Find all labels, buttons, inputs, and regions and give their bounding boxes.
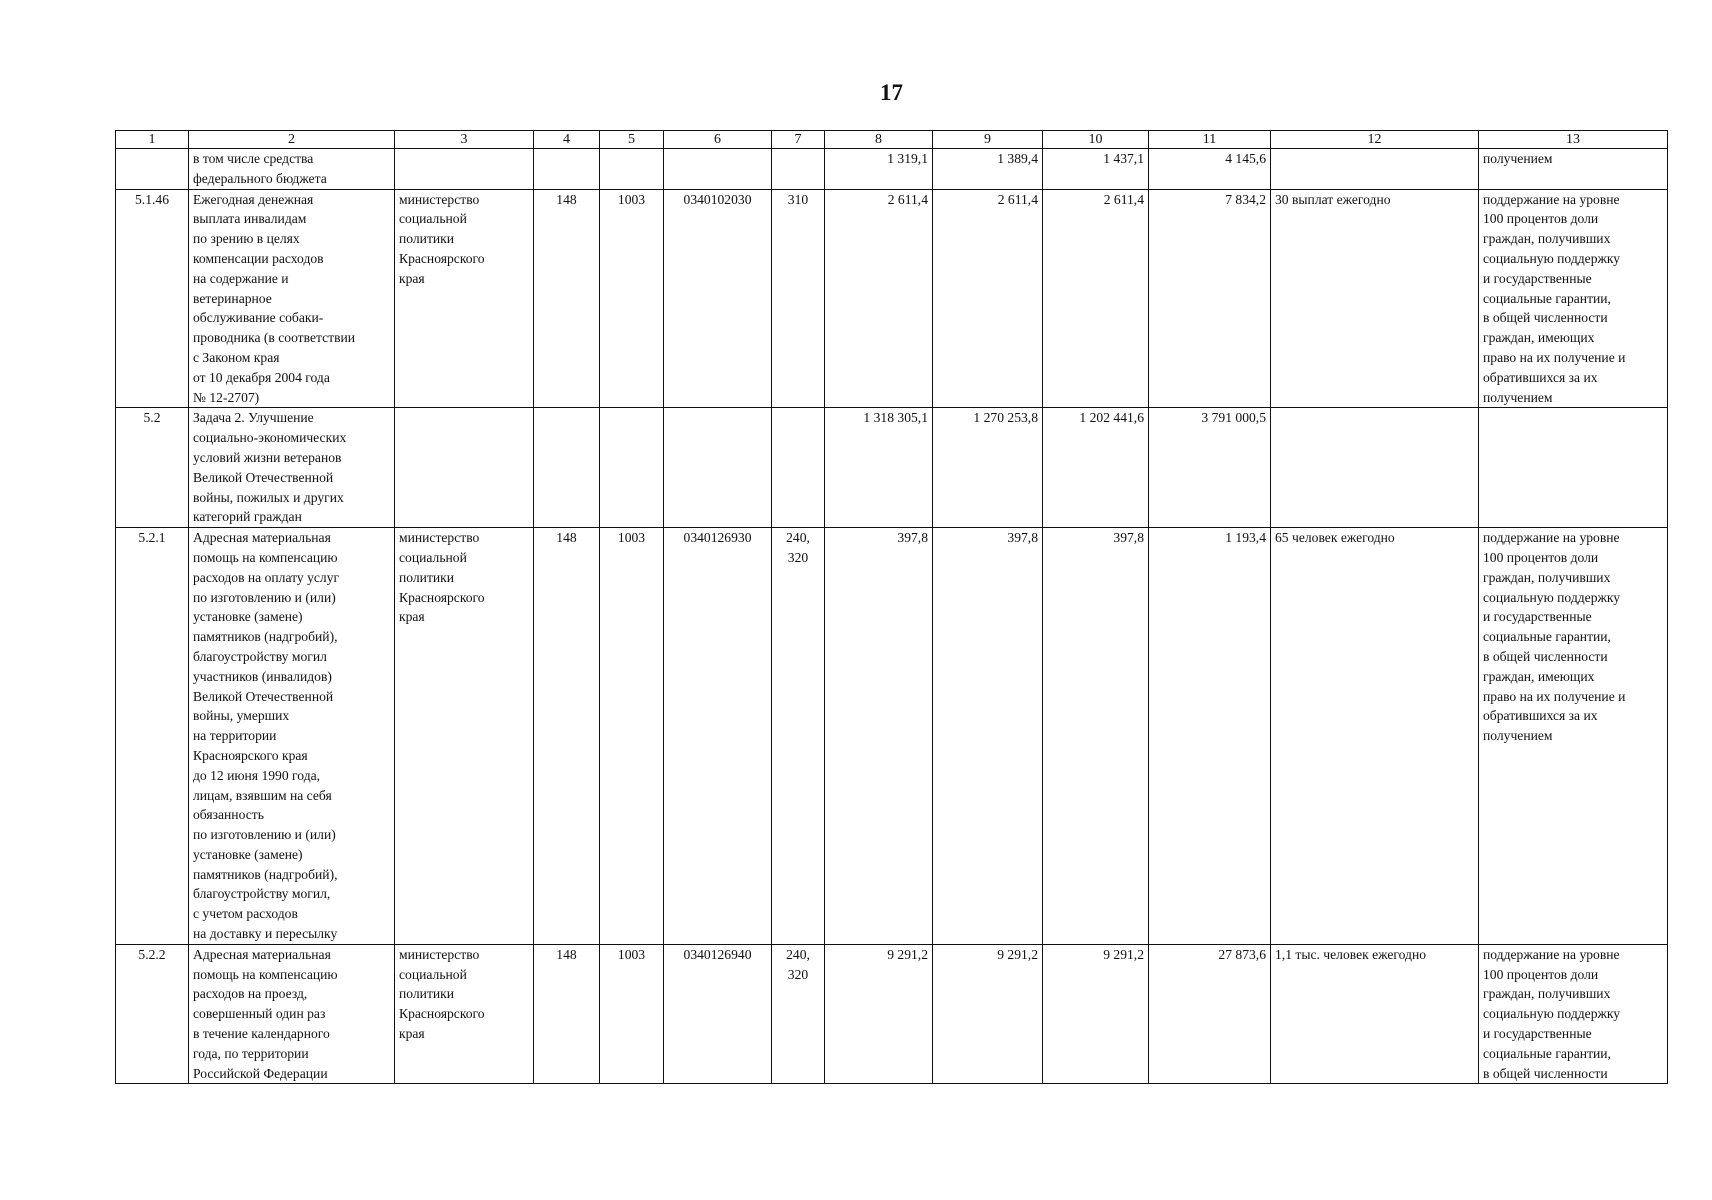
program-table <box>115 130 1668 1084</box>
year2-amount-cell: 1 389,4 <box>933 149 1043 190</box>
measure-name-cell: Задача 2. Улучшение социально-экономических условий жизни ветеранов Великой Отечественной войны, пожилых и других категорий граждан <box>189 408 395 528</box>
table-row <box>116 189 1668 408</box>
total-amount-cell: 1 193,4 <box>1149 528 1271 945</box>
column-number-cell: 1 <box>116 131 189 149</box>
year3-amount-cell: 1 202 441,6 <box>1043 408 1149 528</box>
column-number-cell: 2 <box>189 131 395 149</box>
column-number-cell: 9 <box>933 131 1043 149</box>
header-row <box>116 131 1668 149</box>
year1-amount-cell: 1 318 305,1 <box>825 408 933 528</box>
column-number-cell: 7 <box>772 131 825 149</box>
row-number-cell: 5.2.2 <box>116 944 189 1084</box>
year3-amount-cell: 1 437,1 <box>1043 149 1149 190</box>
indicator-cell <box>1479 408 1668 528</box>
year1-amount-cell: 397,8 <box>825 528 933 945</box>
code-target-cell: 0340126940 <box>664 944 772 1084</box>
code-expense-type-cell: 240, 320 <box>772 944 825 1084</box>
code-grbs-cell <box>534 408 600 528</box>
code-grbs-cell: 148 <box>534 528 600 945</box>
indicator-cell: получением <box>1479 149 1668 190</box>
year2-amount-cell: 1 270 253,8 <box>933 408 1043 528</box>
year1-amount-cell: 9 291,2 <box>825 944 933 1084</box>
executor-cell: министерство социальной политики Красноярского края <box>395 189 534 408</box>
expected-result-cell: 65 человек ежегодно <box>1271 528 1479 945</box>
year2-amount-cell: 9 291,2 <box>933 944 1043 1084</box>
executor-cell: министерство социальной политики Красноярского края <box>395 528 534 945</box>
row-number-cell: 5.2 <box>116 408 189 528</box>
column-number-cell: 13 <box>1479 131 1668 149</box>
total-amount-cell: 27 873,6 <box>1149 944 1271 1084</box>
column-number-cell: 3 <box>395 131 534 149</box>
year1-amount-cell: 1 319,1 <box>825 149 933 190</box>
year1-amount-cell: 2 611,4 <box>825 189 933 408</box>
table-body <box>116 149 1668 1084</box>
total-amount-cell: 7 834,2 <box>1149 189 1271 408</box>
code-target-cell: 0340102030 <box>664 189 772 408</box>
table-row <box>116 528 1668 945</box>
table-row <box>116 149 1668 190</box>
code-expense-type-cell: 310 <box>772 189 825 408</box>
row-number-cell <box>116 149 189 190</box>
table-row <box>116 408 1668 528</box>
year3-amount-cell: 397,8 <box>1043 528 1149 945</box>
code-target-cell <box>664 408 772 528</box>
code-section-cell: 1003 <box>600 944 664 1084</box>
total-amount-cell: 3 791 000,5 <box>1149 408 1271 528</box>
executor-cell <box>395 149 534 190</box>
code-grbs-cell <box>534 149 600 190</box>
year2-amount-cell: 2 611,4 <box>933 189 1043 408</box>
code-section-cell: 1003 <box>600 528 664 945</box>
column-number-header <box>116 131 1668 149</box>
code-section-cell <box>600 408 664 528</box>
measure-name-cell: Ежегодная денежная выплата инвалидам по зрению в целях компенсации расходов на содержание и ветеринарное обслуживание собаки- проводника (в соответствии с Законом края от 10 декабря 2004 года № 12-2707) <box>189 189 395 408</box>
total-amount-cell: 4 145,6 <box>1149 149 1271 190</box>
indicator-cell: поддержание на уровне 100 процентов доли граждан, получивших социальную поддержку и государственные социальные гарантии, в общей численности <box>1479 944 1668 1084</box>
column-number-cell: 4 <box>534 131 600 149</box>
year2-amount-cell: 397,8 <box>933 528 1043 945</box>
code-expense-type-cell <box>772 408 825 528</box>
column-number-cell: 10 <box>1043 131 1149 149</box>
code-grbs-cell: 148 <box>534 189 600 408</box>
row-number-cell: 5.1.46 <box>116 189 189 408</box>
code-expense-type-cell: 240, 320 <box>772 528 825 945</box>
expected-result-cell <box>1271 408 1479 528</box>
column-number-cell: 6 <box>664 131 772 149</box>
indicator-cell: поддержание на уровне 100 процентов доли граждан, получивших социальную поддержку и государственные социальные гарантии, в общей численности граждан, имеющих право на их получение и обратившихся за их получением <box>1479 189 1668 408</box>
year3-amount-cell: 2 611,4 <box>1043 189 1149 408</box>
page-number: 17 <box>880 80 903 105</box>
column-number-cell: 5 <box>600 131 664 149</box>
table-row <box>116 944 1668 1084</box>
expected-result-cell <box>1271 149 1479 190</box>
expected-result-cell: 30 выплат ежегодно <box>1271 189 1479 408</box>
code-target-cell <box>664 149 772 190</box>
column-number-cell: 12 <box>1271 131 1479 149</box>
row-number-cell: 5.2.1 <box>116 528 189 945</box>
column-number-cell: 8 <box>825 131 933 149</box>
year3-amount-cell: 9 291,2 <box>1043 944 1149 1084</box>
code-section-cell: 1003 <box>600 189 664 408</box>
indicator-cell: поддержание на уровне 100 процентов доли граждан, получивших социальную поддержку и государственные социальные гарантии, в общей численности граждан, имеющих право на их получение и обратившихся за их получением <box>1479 528 1668 945</box>
executor-cell <box>395 408 534 528</box>
executor-cell: министерство социальной политики Красноярского края <box>395 944 534 1084</box>
measure-name-cell: Адресная материальная помощь на компенсацию расходов на оплату услуг по изготовлению и (или) установке (замене) памятников (надгробий), благоустройству могил участников (инвалидов) Великой Отечественной войны, умерших на территории Красноярского края до 12 июня 1990 года, лицам, взявшим на себя обязанность по изготовлению и (или) установке (замене) памятников (надгробий), благоустройству могил, с учетом расходов на доставку и пересылку <box>189 528 395 945</box>
code-grbs-cell: 148 <box>534 944 600 1084</box>
measure-name-cell: Адресная материальная помощь на компенсацию расходов на проезд, совершенный один раз в течение календарного года, по территории Российской Федерации <box>189 944 395 1084</box>
measure-name-cell: в том числе средства федерального бюджета <box>189 149 395 190</box>
code-expense-type-cell <box>772 149 825 190</box>
expected-result-cell: 1,1 тыс. человек ежегодно <box>1271 944 1479 1084</box>
code-target-cell: 0340126930 <box>664 528 772 945</box>
code-section-cell <box>600 149 664 190</box>
column-number-cell: 11 <box>1149 131 1271 149</box>
